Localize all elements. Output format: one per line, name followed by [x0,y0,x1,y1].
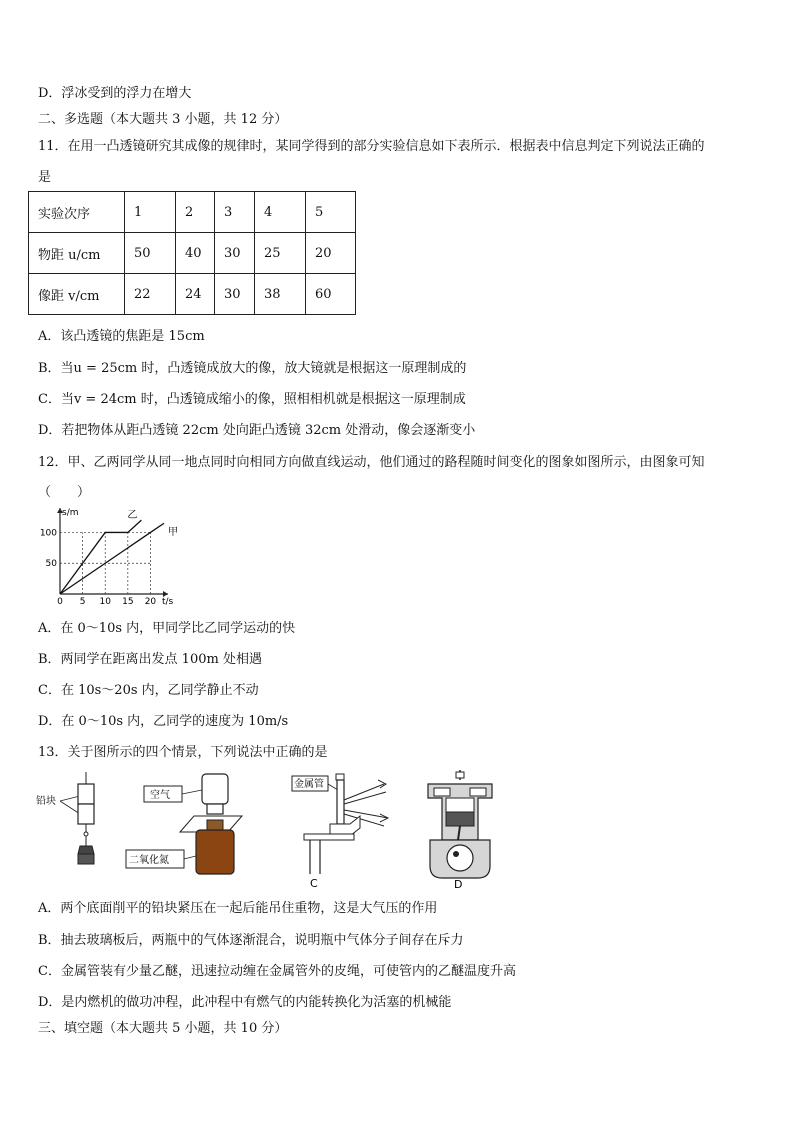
series-line-1 [60,523,164,594]
y-axis-label: s/m [62,508,79,518]
series-label: 乙 [127,510,138,522]
table-cell: 5 [306,192,356,233]
y-tick-label: 100 [39,528,57,539]
option-12a: A．在 0～10s 内，甲同学比乙同学运动的快 [38,621,296,636]
question-13: 13．关于图所示的四个情景，下列说法中正确的是 [38,745,328,760]
table-cell: 24 [176,274,215,315]
option-13c: C．金属管装有少量乙醚，迅速拉动缠在金属管外的皮绳，可使管内的乙醚温度升高 [38,964,516,979]
label-nitrogen-dioxide: 二氧化氮 [129,855,169,866]
table-cell: 4 [255,192,306,233]
label-lead-block: 铅块 [36,796,56,807]
table-cell: 30 [215,274,255,315]
option-12c: C．在 10s～20s 内，乙同学静止不动 [38,683,259,698]
option-11a: A．该凸透镜的焦距是 15cm [38,329,205,344]
x-tick-label: 5 [79,597,86,607]
label-air: 空气 [150,790,170,801]
x-tick-label: 20 [144,597,157,607]
option-11d: D．若把物体从距凸透镜 22cm 处向距凸透镜 32cm 处滑动，像会逐渐变小 [38,423,476,438]
experiment-table [28,191,356,315]
label-d: D [454,878,463,891]
table-cell: 像距 v/cm [29,274,125,315]
option-13d: D．是内燃机的做功冲程，此冲程中有燃气的内能转换化为活塞的机械能 [38,995,452,1010]
question-11: 11．在用一凸透镜研究其成像的规律时，某同学得到的部分实验信息如下表所示．根据表中信息判定下列说法正确的 [38,139,705,154]
label-metal-tube: 金属管 [294,779,324,790]
label-c: C [310,877,318,890]
table-cell: 1 [125,192,176,233]
x-tick-label: 0 [57,597,63,607]
question-12: 12．甲、乙两同学从同一地点同时向相同方向做直线运动，他们通过的路程随时间变化的图象如图所示，由图象可知 [38,455,705,470]
option-11b: B．当u = 25cm 时，凸透镜成放大的像，放大镜就是根据这一原理制成的 [38,361,467,376]
section-3-heading: 三、填空题（本大题共 5 小题，共 10 分） [38,1021,288,1036]
question-12-cont: （ ） [38,485,91,500]
option-12b: B．两同学在距离出发点 100m 处相遇 [38,652,262,667]
table-row [29,233,356,274]
x-axis-label: t/s [162,597,174,607]
table-cell: 30 [215,233,255,274]
line-q10d: D．浮冰受到的浮力在增大 [38,86,192,101]
figure-lead-blocks [36,770,106,880]
table-cell: 25 [255,233,306,274]
y-tick-label: 50 [45,559,57,570]
option-13a: A．两个底面削平的铅块紧压在一起后能吊住重物，这是大气压的作用 [38,901,438,916]
table-cell: 60 [306,274,356,315]
table-row [29,274,356,315]
series-label: 甲 [168,527,178,539]
figure-metal-tube [290,770,400,892]
x-tick-label: 10 [99,597,111,607]
section-2-heading: 二、多选题（本大题共 3 小题，共 12 分） [38,112,288,127]
option-11c: C．当v = 24cm 时，凸透镜成缩小的像，照相相机就是根据这一原理制成 [38,392,466,407]
x-tick-label: 15 [122,597,134,607]
option-13b: B．抽去玻璃板后，两瓶中的气体逐渐混合，说明瓶中气体分子间存在斥力 [38,933,464,948]
figure-gas-bottles [124,770,244,880]
table-cell: 物距 u/cm [29,233,125,274]
table-cell: 50 [125,233,176,274]
option-12d: D．在 0～10s 内，乙同学的速度为 10m/s [38,714,289,729]
series-line-2 [60,520,141,594]
table-row [29,192,356,233]
table-cell: 38 [255,274,306,315]
table-cell: 40 [176,233,215,274]
table-cell: 22 [125,274,176,315]
table-cell: 2 [176,192,215,233]
figure-engine [420,770,500,890]
table-cell: 实验次序 [29,192,125,233]
table-cell: 3 [215,192,255,233]
distance-time-chart [39,505,178,607]
table-cell: 20 [306,233,356,274]
question-11-cont: 是 [38,170,52,185]
